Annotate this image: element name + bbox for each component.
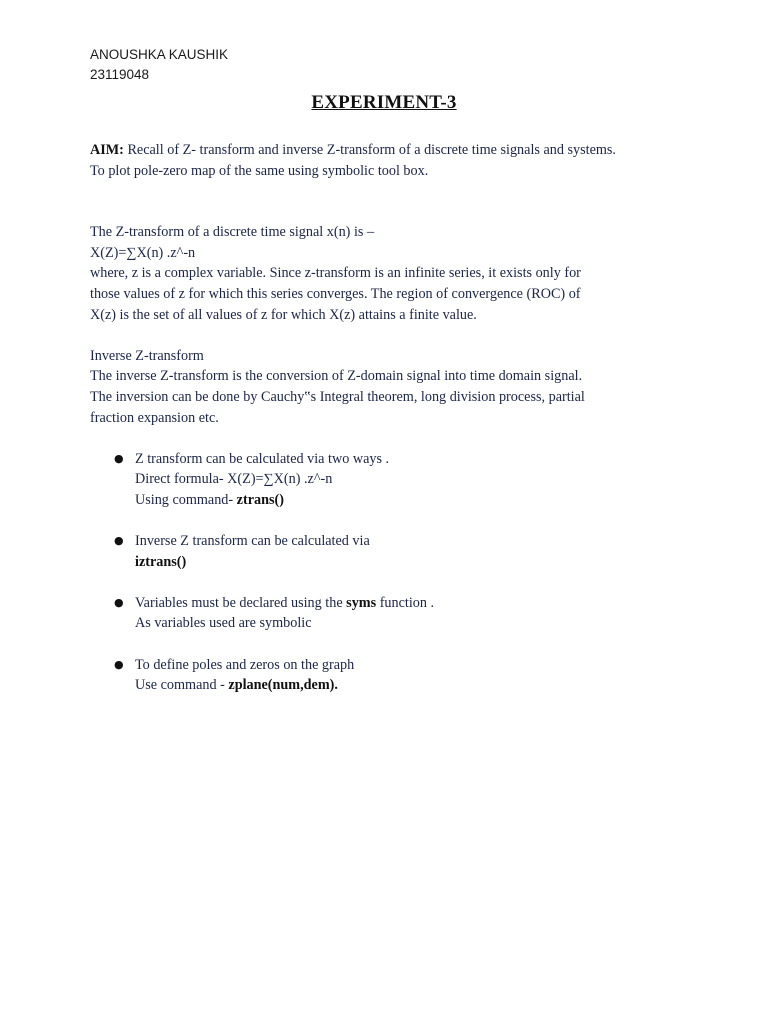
bullet-icon: ● [114, 657, 124, 671]
command-name: zplane(num,dem). [228, 677, 338, 694]
author-roll-number: 23119048 [90, 67, 150, 82]
author-block [90, 45, 228, 85]
spacer [90, 428, 690, 449]
command-name: ztrans() [236, 491, 284, 508]
inverse-heading: Inverse Z-transform [90, 347, 204, 364]
aim-line-1 [90, 140, 690, 161]
bullet-text: Z transform can be calculated via two ways . [135, 450, 390, 467]
bullet-text: To define poles and zeros on the graph [135, 656, 355, 673]
bullet-icon: ● [114, 451, 124, 465]
aim-label: AIM: [90, 142, 124, 158]
inverse-text-2: The inversion can be done by Cauchy‟s Integral theorem, long division process, partial [90, 388, 585, 405]
inverse-text-3: fraction expansion etc. [90, 409, 219, 426]
z-transform-formula: X(Z)=∑X(n) .z^-n [90, 244, 196, 261]
bullet-icon: ● [114, 534, 124, 548]
list-item [90, 593, 690, 634]
z-transform-text-1: where, z is a complex variable. Since z-transform is an infinite series, it exists only for [90, 265, 581, 282]
bullet-text [135, 675, 690, 696]
list-item [90, 531, 690, 572]
aim-line-2: To plot pole-zero map of the same using symbolic tool box. [90, 162, 429, 179]
bullet-list [90, 449, 690, 696]
list-item [90, 655, 690, 696]
bullet-text [135, 490, 690, 511]
document-body [90, 140, 690, 716]
bullet-text-prefix: Use command - [135, 677, 229, 694]
spacer [90, 325, 690, 346]
keyword: syms [346, 594, 377, 611]
author-name: ANOUSHKA KAUSHIK [90, 47, 229, 62]
z-transform-text-3: X(z) is the set of all values of z for which X(z) attains a finite value. [90, 306, 477, 323]
bullet-icon: ● [114, 595, 124, 609]
inverse-text-1: The inverse Z-transform is the conversion of Z-domain signal into time domain signal. [90, 368, 583, 385]
z-transform-intro: The Z-transform of a discrete time signal x(n) is – [90, 224, 375, 241]
bullet-text: As variables used are symbolic [135, 615, 312, 632]
spacer [90, 181, 690, 222]
bullet-text-prefix: Variables must be declared using the [135, 594, 347, 611]
bullet-text-prefix: Using command- [135, 491, 237, 508]
aim-text: Recall of Z- transform and inverse Z-transform of a discrete time signals and systems. [123, 142, 616, 158]
z-transform-text-2: those values of z for which this series converges. The region of convergence (ROC) of [90, 285, 581, 302]
list-item [90, 449, 690, 511]
page-title: EXPERIMENT-3 [311, 92, 457, 113]
command-name: iztrans() [135, 553, 187, 570]
bullet-text-suffix: function . [376, 594, 435, 611]
bullet-text [135, 593, 690, 614]
bullet-text: Direct formula- X(Z)=∑X(n) .z^-n [135, 471, 333, 488]
bullet-text: Inverse Z transform can be calculated via [135, 533, 370, 550]
